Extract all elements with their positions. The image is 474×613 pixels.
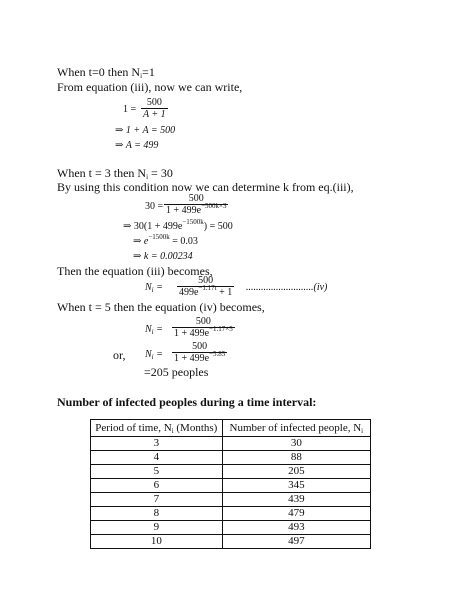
eq-10: $N_i$ =	[145, 349, 163, 361]
eq-2: ⇒ 1 + A = 500	[115, 125, 176, 136]
period-cell: 6	[91, 479, 223, 493]
infected-table	[90, 419, 371, 549]
eq-8-fraction: $\frac{500}{499e^{-1.17t} + 1}$	[179, 275, 233, 298]
line-t5: When t = 5 then the equation (iv) becomes,	[57, 300, 265, 314]
table-row	[91, 535, 371, 549]
infected-cell: 205	[222, 465, 370, 479]
line-determine-k: By using this condition now we can determine k from eq.(iii),	[57, 180, 354, 194]
infected-cell: 88	[222, 451, 370, 465]
eq-7: ⇒ k = 0.00234	[133, 251, 193, 262]
table-row	[91, 451, 371, 465]
eq-1: 1 =	[123, 104, 137, 115]
infected-cell: 345	[222, 479, 370, 493]
eq-9-fraction: $\frac{500}{1 + 499e^{-1.17\times 5}}$	[174, 316, 233, 339]
line-then-eq-becomes: Then the equation (iii) becomes,	[57, 264, 213, 278]
eq-9: $N_i$ =	[145, 324, 163, 336]
line-from-eq: From equation (iii), now we can write,	[57, 80, 243, 94]
table-row	[91, 479, 371, 493]
infected-cell: 439	[222, 493, 370, 507]
infected-cell: 30	[222, 437, 370, 451]
table-header-row	[91, 420, 371, 437]
eq-11: =205 peoples	[144, 365, 209, 379]
eq-10-fraction: $\frac{500}{1 + 499e^{-5.85}}$	[174, 341, 226, 364]
infected-cell: 479	[222, 507, 370, 521]
table-row	[91, 493, 371, 507]
eq-3: ⇒ A = 499	[115, 140, 159, 151]
eq-10-or: or,	[113, 348, 126, 362]
eq-4-fraction: $\frac{500}{1 + 499e^{-500k\times 3}}$	[166, 193, 227, 216]
period-cell: 10	[91, 535, 223, 549]
infected-cell: 497	[222, 535, 370, 549]
eq-4: 30 =	[145, 201, 164, 212]
col-header-infected: Number of infected people, $N_i$	[222, 420, 370, 437]
eq-6: ⇒ $e^{-1500k} = 0.03$	[133, 233, 198, 247]
table-row	[91, 521, 371, 535]
line-t3: When t = 3 then $N_i = 30$	[57, 166, 173, 181]
section-heading: Number of infected peoples during a time interval:	[57, 395, 317, 409]
period-cell: 8	[91, 507, 223, 521]
period-cell: 3	[91, 437, 223, 451]
period-cell: 9	[91, 521, 223, 535]
col-header-period: Period of time, $N_i$ (Months)	[91, 420, 223, 437]
table-row	[91, 437, 371, 451]
period-cell: 7	[91, 493, 223, 507]
table-row	[91, 465, 371, 479]
eq-5: ⇒ $30(1 + 499e^{-1500k}) = 500$	[123, 218, 233, 232]
infected-cell: 493	[222, 521, 370, 535]
eq-8-tag: ...........................(iv)	[246, 282, 328, 293]
table-row	[91, 507, 371, 521]
period-cell: 5	[91, 465, 223, 479]
eq-8: $N_i$ =	[145, 282, 163, 294]
line-t0: When t=0 then $N_i=1$	[57, 65, 155, 80]
eq-1-fraction: $\frac{500}{A + 1}$	[143, 97, 166, 120]
period-cell: 4	[91, 451, 223, 465]
